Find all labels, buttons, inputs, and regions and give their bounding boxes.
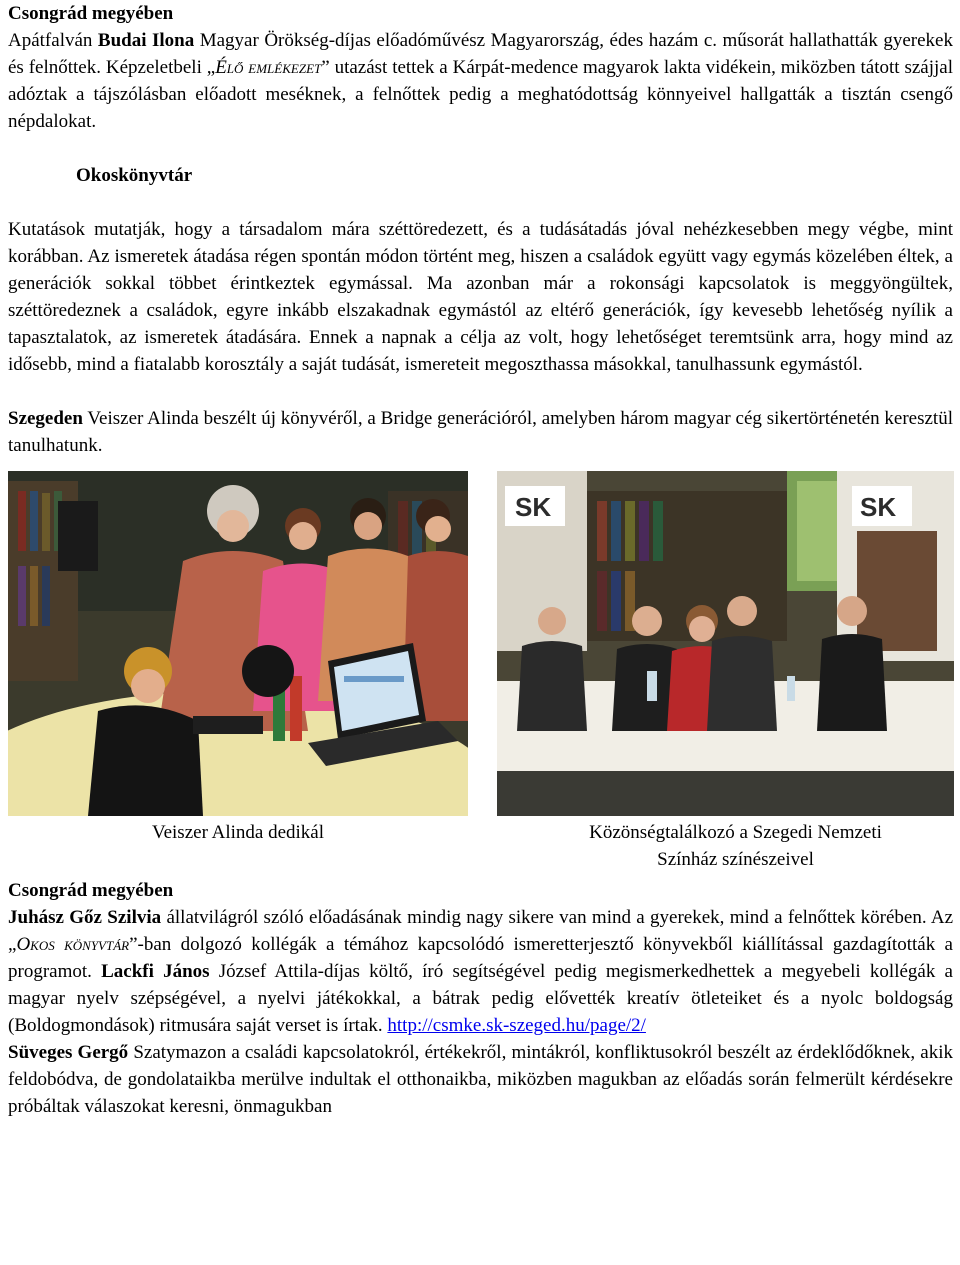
- document-page: [8, 0, 953, 1120]
- city-szegeden: Szegeden: [8, 408, 83, 429]
- text-run: ”-ban dolgozó kollégák a témához kapcsolódó ismeretterjesztő könyvekből kiállítással gazdagították a programot.: [8, 934, 953, 982]
- name-juhasz-goz-szilvia: Juhász Gőz Szilvia: [8, 907, 162, 928]
- photo-panel-discussion: [497, 471, 954, 816]
- caption-row: [8, 819, 953, 877]
- photo-book-signing: [8, 471, 468, 816]
- caption-panel-discussion: [538, 819, 933, 873]
- text-run: Veiszer Alinda beszélt új könyvéről, a Bridge generációról, amelyben három magyar cég sikertörténetén keresztül tanulhatunk.: [8, 408, 953, 456]
- text-run: Szatymazon a családi kapcsolatokról, értékekről, mintákról, konfliktusokról beszélt az érdeklődőknek, akik feldobódva, de gondolataikba merülve indultak el otthonaikba, miközben magukban az előadás során felmerült kérdésekre próbáltak válaszokat keresni, önmagukban: [8, 1042, 953, 1117]
- text-run: Magyar Örökség-díjas előadóművész Magyarország, édes hazám c. műsorát hallathatták gyerekek és felnőttek. Képzeletbeli „: [8, 30, 953, 78]
- paragraph-apatfalva: [8, 27, 953, 135]
- caption-book-signing: Veiszer Alinda dedikál: [151, 822, 324, 843]
- program-title-okos-konyvtar: Okos könyvtár: [16, 934, 130, 955]
- section-heading-csongrad-2: Csongrád megyében: [8, 880, 174, 901]
- name-budai-ilona: Budai Ilona: [97, 30, 195, 51]
- text-run: Apátfalván: [8, 30, 98, 51]
- caption-line: Közönségtalálkozó a Szegedi Nemzeti: [589, 822, 882, 843]
- photo-row: [8, 471, 953, 816]
- name-lackfi-janos: Lackfi János: [101, 961, 210, 982]
- paragraph-juhasz-goz: [8, 904, 953, 1039]
- name-suveges-gergo: Süveges Gergő: [8, 1042, 129, 1063]
- text-run: állatvilágról szóló előadásának mindig nagy sikere van mind a gyerekek, mind a felnőttek körében. Az „: [8, 907, 954, 955]
- section-heading-okoskonyvtar: Okoskönyvtár: [76, 165, 193, 186]
- text-run: József Attila-díjas költő, író segítségével pedig megismerkedhettek a megyebeli kollégák a magyar nyelv szépségével, a nyelvi játékokkal, a bátrak pedig elővették kreatív ötleteiket és a nyolc boldogság (Boldogmondások) ritmusára saját verset is írtak.: [8, 961, 953, 1036]
- paragraph-szeged: [8, 405, 953, 459]
- section-heading-csongrad-1: Csongrád megyében: [8, 3, 174, 24]
- program-title-elo-emlekezet: Élő emlékezet: [215, 57, 322, 78]
- paragraph-okoskonyvtar: Kutatások mutatják, hogy a társadalom mára széttöredezett, és a tudásátadás jóval nehézkesebben megy végbe, mint korábban. Az ismeretek átadása régen spontán módon történt meg, hiszen a családok együtt vagy egymás közelében éltek, a generációk sokkal többet érintkeztek egymással. Ma azonban már a rokonsági kapcsolatok is meggyöngültek, széttöredeznek a családok, egyre inkább elszakadnak egymástól az eltérő generációk, így kevesebb lehetőség nyílik a tapasztalatok, az ismeretek átadására. Ennek a napnak a célja az volt, hogy lehetőséget teremtsünk arra, hogy mind az idősebb, mind a fiatalabb korosztály a saját tudását, ismereteit megoszthassa másokkal, tanulhassunk egymástól.: [8, 219, 953, 375]
- caption-line: Színház színészeivel: [657, 849, 814, 870]
- text-run: ” utazást tettek a Kárpát-medence magyarok lakta vidékein, miközben tátott szájjal adóztak a tájszólásban előadott meséknek, a felnőttek pedig a meghatódottság könnyeivel hallgatták a tisztán csengő népdalokat.: [8, 57, 953, 132]
- csmke-page-link[interactable]: http://csmke.sk-szeged.hu/page/2/: [387, 1015, 646, 1036]
- sk-logo-left: SK: [515, 492, 552, 522]
- sk-logo-right: SK: [860, 492, 897, 522]
- paragraph-suveges: [8, 1039, 953, 1120]
